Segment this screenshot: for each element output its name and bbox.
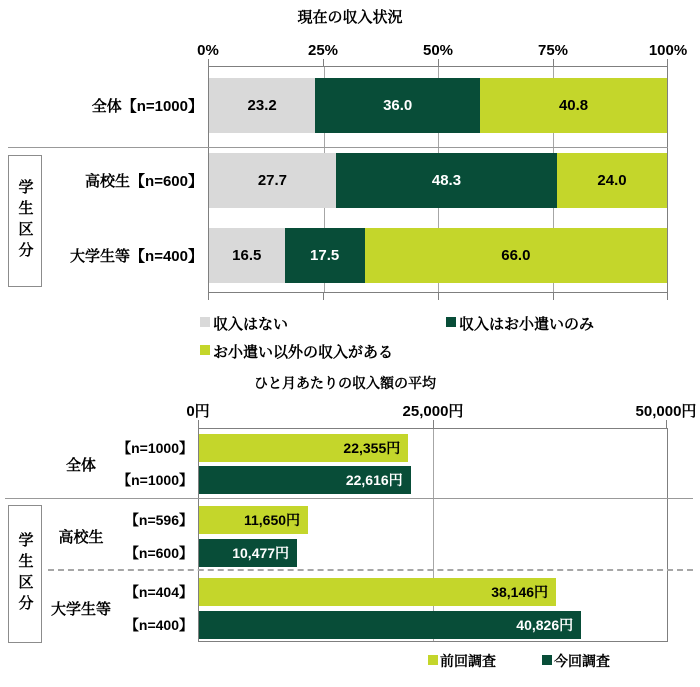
chart1-title: 現在の収入状況 — [297, 9, 403, 26]
row-axis-label: 学生区分 — [16, 532, 34, 616]
chart2-xtick-25000: 25,000円 — [402, 403, 464, 420]
axis-tick — [208, 59, 209, 66]
bar-value: 40,826円 — [516, 617, 574, 633]
axis-tick — [667, 293, 668, 300]
segment-value: 23.2 — [247, 97, 277, 114]
legend-swatch-other-income — [200, 345, 210, 355]
segment-pocket-money-only — [315, 78, 480, 133]
group-label-total: 全体 — [65, 457, 96, 474]
legend-label-other-income: お小遣い以外の収入がある — [213, 344, 394, 361]
segment-value: 16.5 — [232, 247, 262, 264]
bar-university-previous — [199, 578, 556, 606]
chart1-xtick-50: 50% — [422, 42, 454, 59]
axis-tick — [323, 59, 324, 66]
segment-other-income — [365, 228, 667, 283]
segment-pocket-money-only — [336, 153, 557, 208]
segment-value: 27.7 — [257, 172, 288, 189]
chart1-row-axis-box — [8, 155, 42, 287]
n-label: 【n=400】 — [124, 617, 193, 633]
legend-swatch-current-survey — [542, 655, 552, 665]
n-label: 【n=404】 — [124, 584, 193, 600]
legend-swatch-pocket-money-only — [446, 317, 456, 327]
bar-total-current — [199, 466, 411, 494]
chart2-plot-area — [198, 428, 668, 642]
bar-value: 11,650円 — [243, 512, 301, 528]
segment-other-income — [480, 78, 667, 133]
bar-highschool-previous — [199, 506, 308, 534]
axis-tick — [323, 293, 324, 300]
bar-value: 22,355円 — [343, 440, 401, 456]
n-label: 【n=596】 — [124, 512, 193, 528]
n-label: 【n=600】 — [124, 545, 193, 561]
legend-label-previous-survey: 前回調査 — [440, 653, 496, 669]
legend-label-no-income: 収入はない — [213, 316, 289, 333]
row-label-university: 大学生等【n=400】 — [70, 248, 203, 265]
bar-highschool-current — [199, 539, 297, 567]
chart2-row-axis-box — [8, 505, 42, 643]
segment-value: 17.5 — [310, 247, 340, 264]
segment-no-income — [209, 153, 336, 208]
segment-value: 24.0 — [597, 172, 627, 189]
stacked-bar-university — [209, 228, 667, 283]
chart1-xtick-100: 100% — [648, 42, 688, 59]
segment-no-income — [209, 78, 315, 133]
segment-value: 66.0 — [501, 247, 531, 264]
segment-value: 40.8 — [558, 97, 589, 114]
legend-label-pocket-money-only: 収入はお小遣いのみ — [459, 316, 595, 333]
axis-tick — [433, 420, 434, 428]
stacked-bar-total — [209, 78, 667, 133]
bar-value: 38,146円 — [491, 584, 549, 600]
gridline-25000 — [433, 429, 434, 641]
group-label-university: 大学生等 — [50, 601, 111, 618]
chart2-title: ひと月あたりの収入額の平均 — [254, 375, 436, 391]
group-label-highschool: 高校生 — [58, 529, 104, 546]
axis-tick — [667, 59, 668, 66]
axis-tick — [553, 293, 554, 300]
axis-tick — [198, 420, 199, 428]
bar-value: 22,616円 — [345, 472, 403, 488]
n-label: 【n=1000】 — [117, 472, 193, 488]
dashed-separator-line — [48, 569, 693, 571]
row-label-total: 全体【n=1000】 — [91, 98, 203, 115]
chart2-xtick-0: 0円 — [186, 403, 210, 420]
chart1-plot-area — [208, 66, 668, 293]
segment-value: 36.0 — [383, 97, 413, 114]
axis-tick — [553, 59, 554, 66]
bar-value: 10,477円 — [232, 545, 290, 561]
legend-swatch-no-income — [200, 317, 210, 327]
legend-swatch-previous-survey — [428, 655, 438, 665]
axis-tick — [438, 293, 439, 300]
bar-total-previous — [199, 434, 408, 462]
n-label: 【n=1000】 — [117, 440, 193, 456]
legend-label-current-survey: 今回調査 — [554, 653, 610, 669]
axis-tick — [208, 293, 209, 300]
bar-university-current — [199, 611, 581, 639]
row-label-highschool: 高校生【n=600】 — [85, 173, 203, 190]
chart1-xtick-25: 25% — [307, 42, 339, 59]
chart1-xtick-0: 0% — [197, 42, 219, 59]
axis-tick — [438, 59, 439, 66]
chart2-xtick-50000: 50,000円 — [635, 403, 697, 420]
segment-other-income — [557, 153, 667, 208]
segment-value: 48.3 — [431, 172, 462, 189]
row-axis-label: 学生区分 — [16, 179, 34, 263]
separator-line — [8, 147, 668, 148]
segment-no-income — [209, 228, 285, 283]
axis-tick — [666, 420, 667, 428]
separator-line — [5, 498, 693, 499]
chart1-xtick-75: 75% — [537, 42, 569, 59]
segment-pocket-money-only — [285, 228, 365, 283]
stacked-bar-highschool — [209, 153, 667, 208]
